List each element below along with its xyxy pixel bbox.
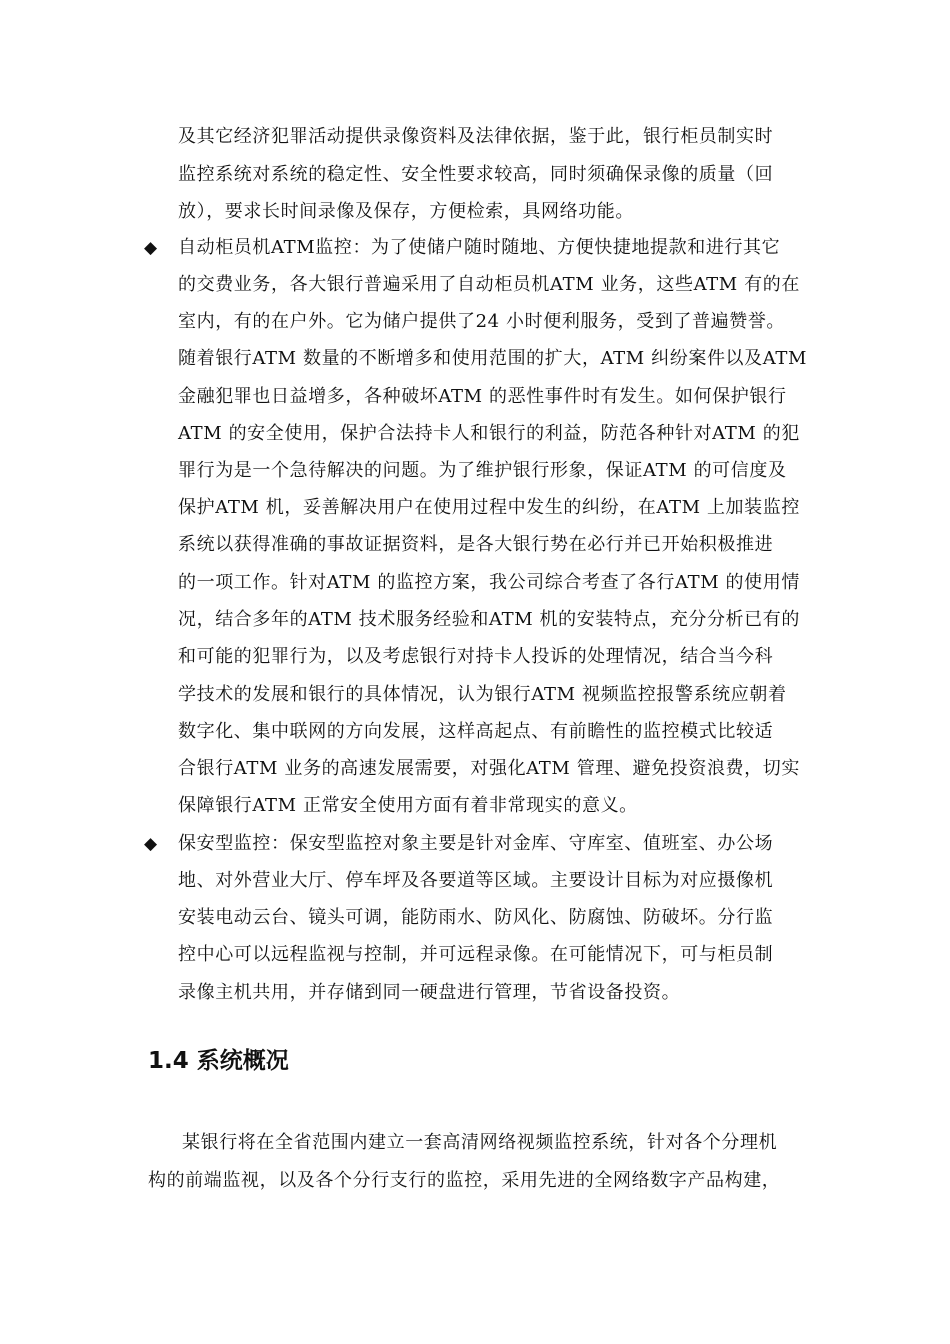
- section-heading: 1.4 系统概况: [148, 1048, 289, 1074]
- bullet-diamond-icon: ◆: [144, 238, 158, 258]
- atm-paragraph-line: 和可能的犯罪行为，以及考虑银行对持卡人投诉的处理情况，结合当今科: [178, 646, 774, 667]
- atm-paragraph-line: 保障银行ATM 正常安全使用方面有着非常现实的意义。: [178, 795, 638, 816]
- security-paragraph-line: 安装电动云台、镜头可调，能防雨水、防风化、防腐蚀、防破坏。分行监: [178, 907, 774, 928]
- atm-paragraph-line: 系统以获得准确的事故证据资料，是各大银行势在必行并已开始积极推进: [178, 534, 774, 555]
- security-paragraph-line: 录像主机共用，并存储到同一硬盘进行管理，节省设备投资。: [178, 982, 681, 1003]
- section-body-line: 构的前端监视，以及各个分行支行的监控，采用先进的全网络数字产品构建，: [148, 1170, 781, 1191]
- atm-paragraph-line: 金融犯罪也日益增多，各种破坏ATM 的恶性事件时有发生。如何保护银行: [178, 386, 787, 407]
- atm-paragraph-line: 室内，有的在户外。它为储户提供了24 小时便利服务，受到了普遍赞誉。: [178, 311, 786, 332]
- intro-line: 放），要求长时间录像及保存，方便检索，具网络功能。: [178, 201, 634, 222]
- security-paragraph-line: 保安型监控：保安型监控对象主要是针对金库、守库室、值班室、办公场: [178, 833, 774, 854]
- atm-paragraph-line: 学技术的发展和银行的具体情况，认为银行ATM 视频监控报警系统应朝着: [178, 684, 787, 705]
- security-paragraph-line: 地、对外营业大厅、停车坪及各要道等区域。主要设计目标为对应摄像机: [178, 870, 774, 891]
- security-paragraph-line: 控中心可以远程监视与控制，并可远程录像。在可能情况下，可与柜员制: [178, 944, 774, 965]
- atm-paragraph-line: 况，结合多年的ATM 技术服务经验和ATM 机的安装特点，充分分析已有的: [178, 609, 800, 630]
- atm-paragraph-line: 保护ATM 机，妥善解决用户在使用过程中发生的纠纷，在ATM 上加装监控: [178, 497, 800, 518]
- atm-paragraph-line: 数字化、集中联网的方向发展，这样高起点、有前瞻性的监控模式比较适: [178, 721, 774, 742]
- atm-paragraph-line: 合银行ATM 业务的高速发展需要，对强化ATM 管理、避免投资浪费，切实: [178, 758, 800, 779]
- atm-paragraph-line: ATM 的安全使用，保护合法持卡人和银行的利益，防范各种针对ATM 的犯: [178, 423, 800, 444]
- atm-paragraph-line: 自动柜员机ATM监控：为了使储户随时随地、方便快捷地提款和进行其它: [178, 237, 781, 258]
- intro-line: 监控系统对系统的稳定性、安全性要求较高，同时须确保录像的质量（回: [178, 164, 774, 185]
- intro-line: 及其它经济犯罪活动提供录像资料及法律依据，鉴于此，银行柜员制实时: [178, 126, 774, 147]
- atm-paragraph-line: 的一项工作。针对ATM 的监控方案，我公司综合考查了各行ATM 的使用情: [178, 572, 800, 593]
- section-body-line: 某银行将在全省范围内建立一套高清网络视频监控系统，针对各个分理机: [182, 1132, 778, 1153]
- bullet-diamond-icon: ◆: [144, 834, 158, 854]
- atm-paragraph-line: 罪行为是一个急待解决的问题。为了维护银行形象，保证ATM 的可信度及: [178, 460, 787, 481]
- atm-paragraph-line: 的交费业务，各大银行普遍采用了自动柜员机ATM 业务，这些ATM 有的在: [178, 274, 800, 295]
- atm-paragraph-line: 随着银行ATM 数量的不断增多和使用范围的扩大，ATM 纠纷案件以及ATM: [178, 348, 807, 369]
